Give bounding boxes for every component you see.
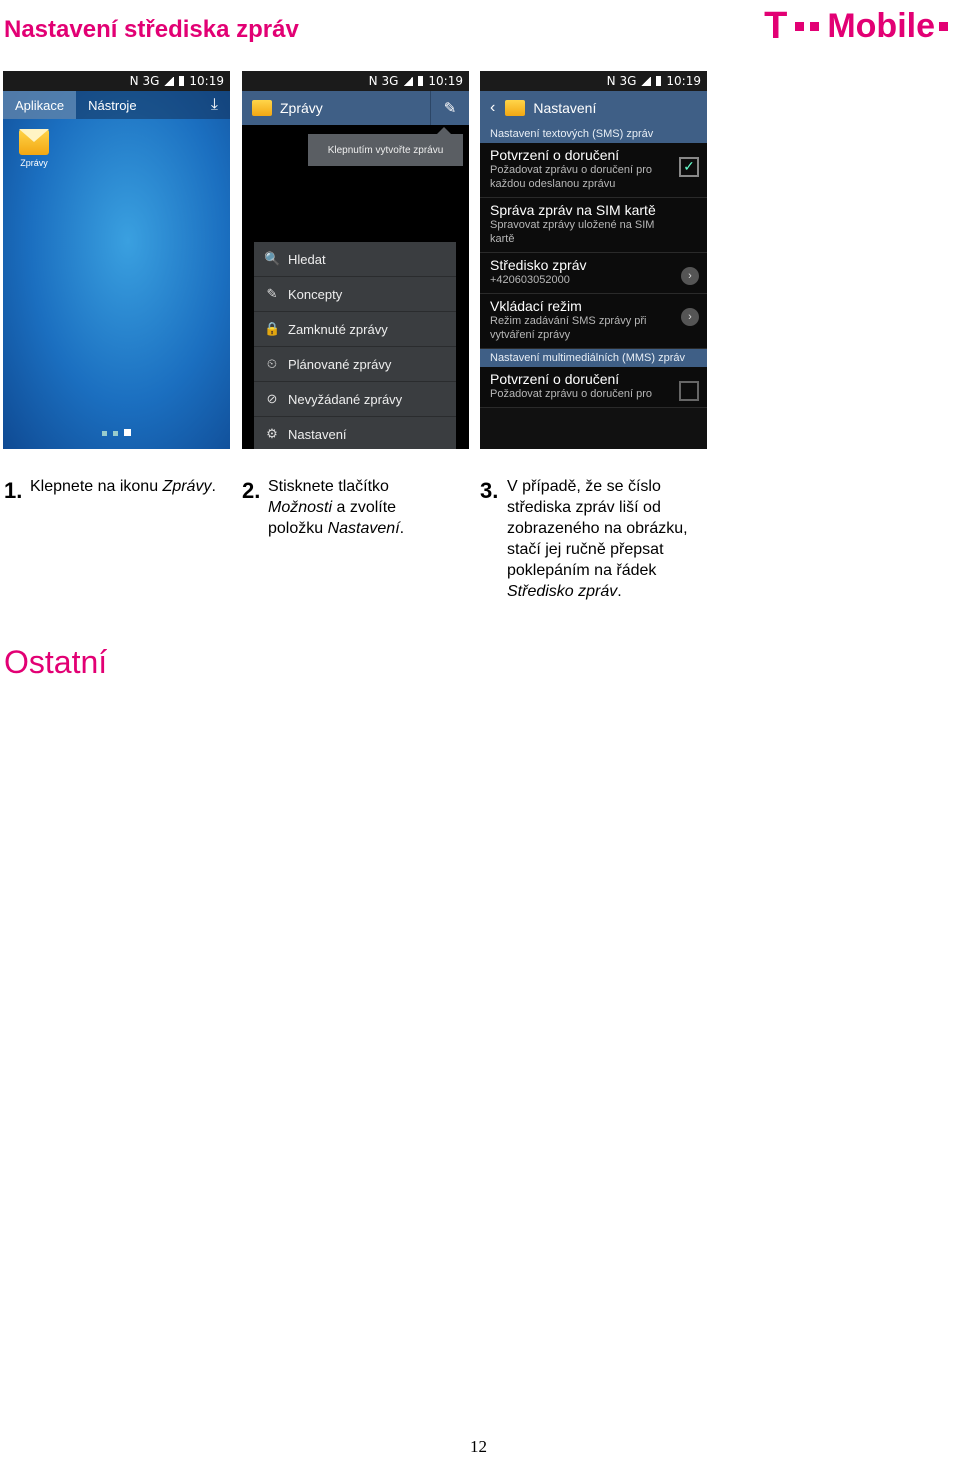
draft-icon: ✎ [266,286,278,301]
setting-row[interactable] [480,198,707,253]
menu-item-label: Hledat [288,251,326,267]
chevron-right-icon[interactable]: › [681,308,699,326]
checkbox[interactable] [679,381,699,401]
zpravy-app-icon[interactable] [17,129,51,168]
menu-item-label: Nevyžádané zprávy [288,391,403,407]
menu-item[interactable] [254,312,456,347]
chevron-right-icon[interactable]: › [681,267,699,285]
signal-icon [403,77,413,86]
step-1-text: Klepnete na ikonu Zprávy. [30,478,216,495]
tab-aplikace[interactable]: Aplikace [3,91,76,119]
gear-icon: ⚙ [266,426,278,441]
signal-icon [164,77,174,86]
options-menu [254,242,456,449]
section-header-mms: Nastavení multimediálních (MMS) zpráv [480,349,707,367]
screenshot-messages-menu [242,71,469,449]
menu-item[interactable] [254,242,456,277]
setting-row[interactable] [480,294,707,349]
step-number: 1. [4,478,23,503]
action-bar [242,91,469,125]
setting-subtitle: Spravovat zprávy uložené na SIM kartě [490,219,655,245]
step-number: 2. [242,478,261,503]
screenshot-home [3,71,230,449]
step-2-text: Stisknete tlačítko Možnosti a zvolíte položku Nastavení. [268,478,405,537]
scheduled-icon: ⏲ [266,356,278,371]
menu-item[interactable] [254,277,456,312]
compose-tooltip: Klepnutím vytvořte zprávu [308,134,463,166]
setting-title: Správa zpráv na SIM kartě [490,202,656,218]
tab-bar [3,91,230,119]
signal-icon [641,77,651,86]
battery-icon [656,76,661,86]
envelope-icon [252,100,272,116]
menu-item[interactable] [254,382,456,417]
action-bar [480,91,707,125]
menu-item-label: Nastavení [288,426,347,442]
status-bar: N 3G 10:19 [3,71,230,91]
menu-item[interactable] [254,417,456,449]
section-heading: Ostatní [4,644,108,680]
tab-nastroje[interactable]: Nástroje [88,97,137,113]
compose-icon[interactable]: ✎ [430,91,469,125]
checkbox-checked[interactable]: ✓ [679,157,699,177]
status-bar: N 3G 10:19 [242,71,469,91]
battery-icon [179,76,184,86]
step-number: 3. [480,478,499,503]
setting-subtitle: Požadovat zprávu o doručení pro každou odeslanou zprávu [490,164,653,190]
menu-item-label: Zamknuté zprávy [288,321,388,337]
menu-item-label: Plánované zprávy [288,356,392,372]
setting-title: Středisko zpráv [490,257,587,273]
menu-item-label: Koncepty [288,286,343,302]
action-bar-title: Zprávy [280,100,323,116]
page-title: Nastavení střediska zpráv [4,16,299,43]
setting-subtitle: Požadovat zprávu o doručení pro [490,388,653,400]
screenshot-settings [480,71,707,449]
app-label: Zprávy [20,158,48,168]
action-bar-title: Nastavení [533,100,597,116]
spam-icon: ⊘ [266,391,278,406]
setting-subtitle: +420603052000 [490,274,570,286]
setting-title: Potvrzení o doručení [490,371,620,387]
envelope-icon [505,100,525,116]
setting-row[interactable] [480,253,707,294]
step-3-text: V případě, že se číslo střediska zpráv liší od zobrazeného na obrázku, stačí jej ručně přepsat poklepáním na řádek Středisko zpráv. [507,478,688,600]
setting-subtitle: Režim zadávání SMS zprávy při vytváření zprávy [490,315,647,341]
setting-row[interactable] [480,143,707,198]
setting-title: Potvrzení o doručení [490,147,620,163]
status-bar: N 3G 10:19 [480,71,707,91]
page-number: 12 [470,1437,487,1456]
battery-icon [418,76,423,86]
menu-item[interactable] [254,347,456,382]
section-header-sms: Nastavení textových (SMS) zpráv [480,125,707,143]
tmobile-logo: T Mobile [764,6,948,46]
setting-title: Vkládací režim [490,298,582,314]
envelope-icon [19,129,49,155]
lock-folder-icon: 🔒 [264,321,281,336]
back-icon[interactable]: ‹ [490,99,496,116]
setting-row[interactable] [480,367,707,408]
page-indicator [3,423,230,441]
download-icon[interactable]: ⤓ [210,96,218,113]
search-icon: 🔍 [264,251,281,266]
